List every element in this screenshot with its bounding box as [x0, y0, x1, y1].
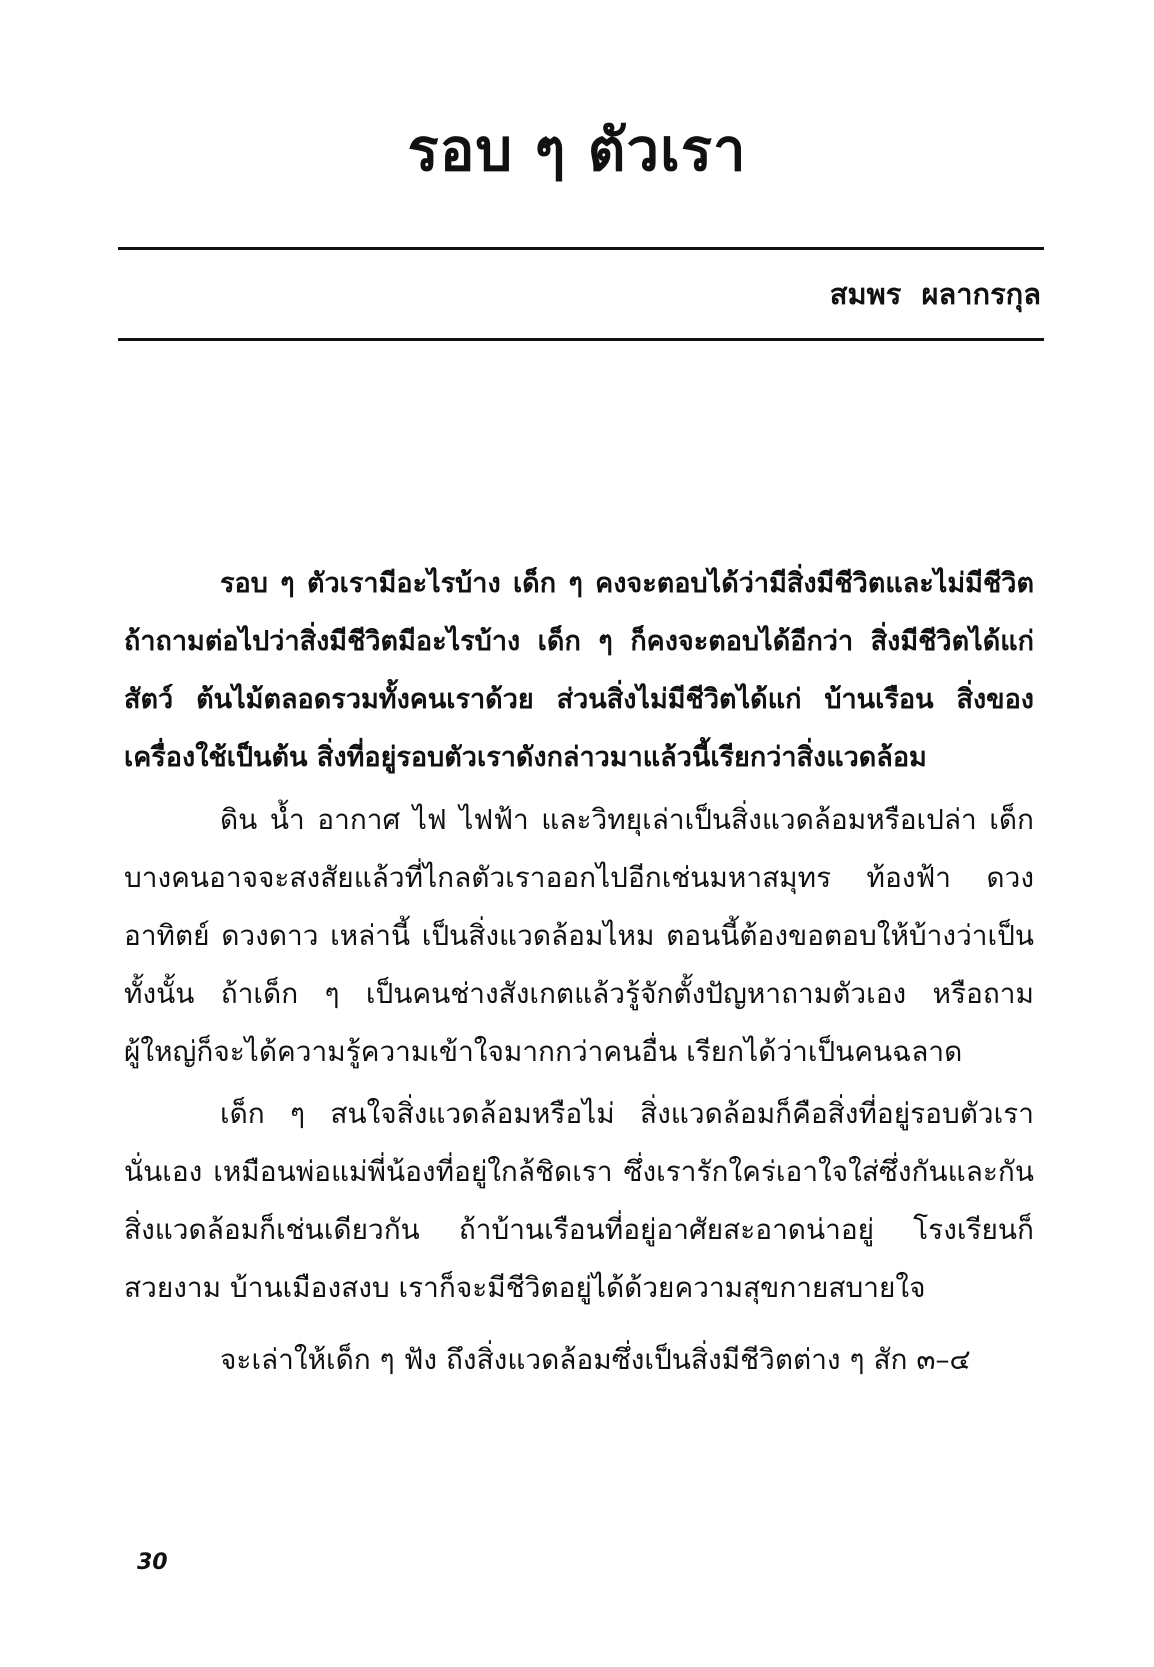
top-divider	[118, 247, 1044, 250]
paragraph-4: จะเล่าให้เด็ก ๆ ฟัง ถึงสิ่งแวดล้อมซึ่งเป็นสิ่งมีชีวิตต่าง ๆ สัก ๓–๔	[220, 1343, 971, 1376]
paragraph-1: รอบ ๆ ตัวเรามีอะไรบ้าง เด็ก ๆ คงจะตอบได้ว่ามีสิ่งมีชีวิตและไม่มีชีวิต ถ้าถามต่อไปว่าสิ่งมีชีวิตมีอะไรบ้าง เด็ก ๆ ก็คงจะตอบได้อีกว่า สิ่งมีชีวิตได้แก่สัตว์ ต้นไม้ตลอดรวมทั้งคนเราด้วย ส่วนสิ่งไม่มีชีวิตได้แก่ บ้านเรือน สิ่งของเครื่องใช้เป็นต้น สิ่งที่อยู่รอบตัวเราดังกล่าวมาแล้วนี้เรียกว่าสิ่งแวดล้อม	[124, 568, 1034, 773]
paragraph-3: เด็ก ๆ สนใจสิ่งแวดล้อมหรือไม่ สิ่งแวดล้อมก็คือสิ่งที่อยู่รอบตัวเรานั่นเอง เหมือนพ่อแม่พี่น้องที่อยู่ใกล้ชิดเรา ซึ่งเรารักใคร่เอาใจใส่ซึ่งกันและกัน สิ่งแวดล้อมก็เช่นเดียวกัน ถ้าบ้านเรือนที่อยู่อาศัยสะอาดน่าอยู่ โรงเรียนก็สวยงาม บ้านเมืองสงบ เราก็จะมีชีวิตอยู่ได้ด้วยความสุขกายสบายใจ	[124, 1097, 1034, 1304]
page-number: 30	[137, 1550, 168, 1575]
paragraph-2: ดิน น้ำ อากาศ ไฟ ไฟฟ้า และวิทยุเล่าเป็นสิ่งแวดล้อมหรือเปล่า เด็กบางคนอาจจะสงสัยแล้วที่ไกลตัวเราออกไปอีกเช่นมหาสมุทร ท้องฟ้า ดวงอาทิตย์ ดวงดาว เหล่านี้ เป็นสิ่งแวดล้อมไหม ตอนนี้ต้องขอตอบให้บ้างว่าเป็นทั้งนั้น ถ้าเด็ก ๆ เป็นคนช่างสังเกตแล้วรู้จักตั้งปัญหาถามตัวเอง หรือถามผู้ใหญ่ก็จะได้ความรู้ความเข้าใจมากกว่าคนอื่น เรียกได้ว่าเป็นคนฉลาด	[124, 803, 1034, 1068]
author-name: สมพร ผลากรกุล	[829, 277, 1041, 311]
page-title: รอบ ๆ ตัวเรา	[407, 116, 747, 184]
article-body	[124, 555, 1034, 1393]
bottom-divider	[118, 338, 1044, 341]
